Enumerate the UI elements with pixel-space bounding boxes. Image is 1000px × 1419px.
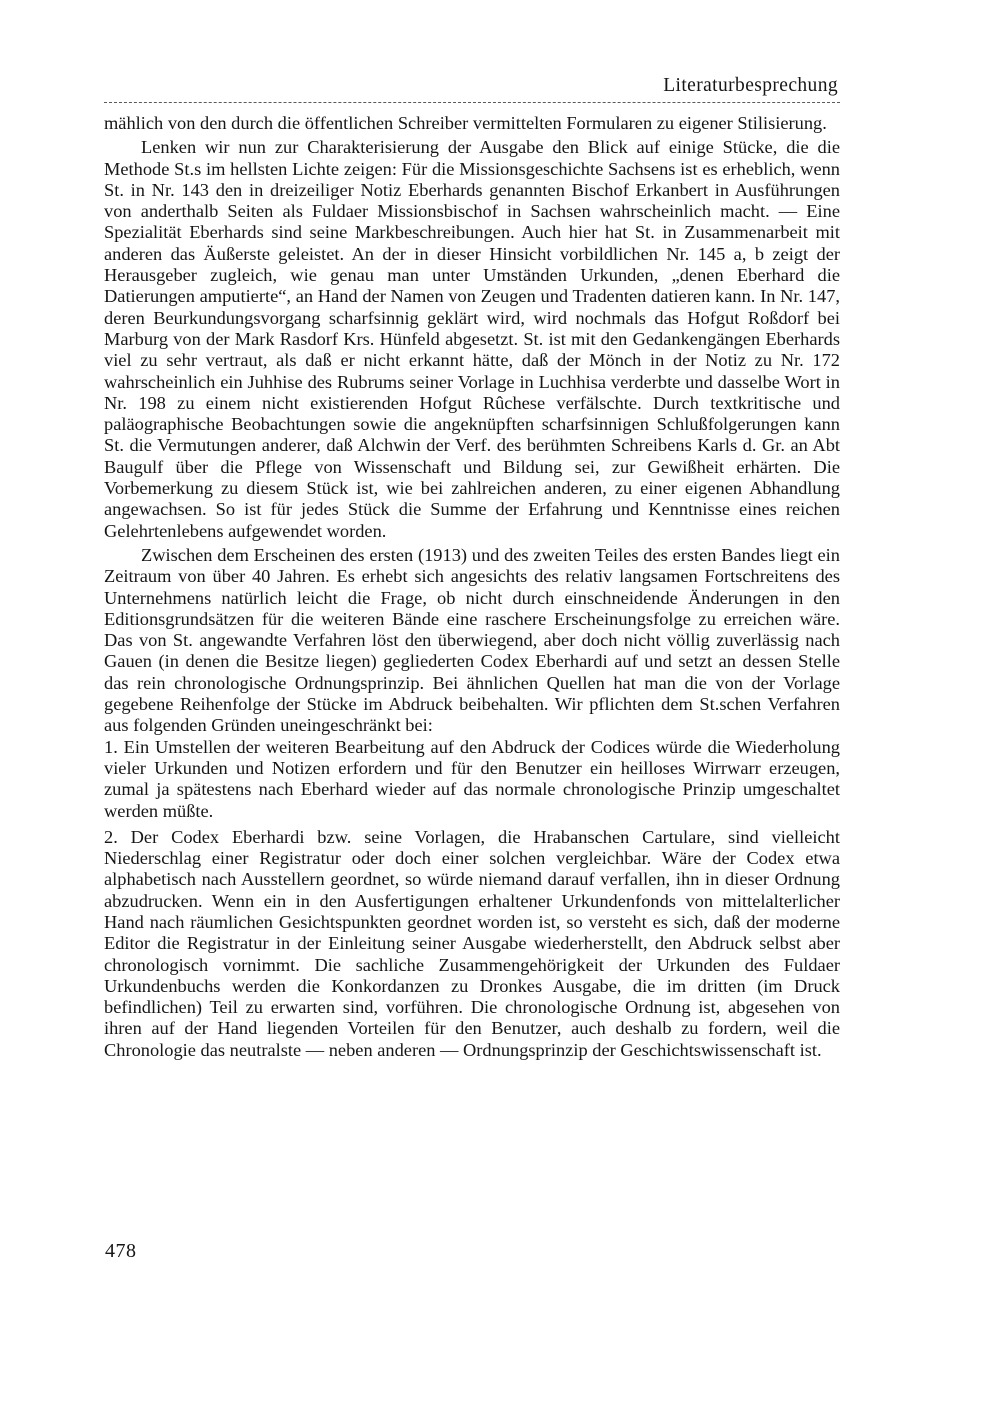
numbered-paragraph-1: 1. Ein Umstellen der weiteren Bearbeitung auf den Abdruck der Codices würde die Wiederholung vieler Urkunden und Notizen erfordern und für den Benutzer ein heilloses Wirrwarr erzeugen, zumal ja spätestens nach Eberhard wieder auf das normale chronologische Prinzip umgeschaltet werden müßte. [104, 736, 840, 821]
numbered-paragraph-2: 2. Der Codex Eberhardi bzw. seine Vorlagen, die Hrabanschen Cartulare, sind vielleicht Niederschlag einer Registratur oder doch einer solchen vergleichbar. Wäre der Codex etwa alphabetisch nach Ausstellern geordnet, so würde niemand darauf verfallen, ihn in dieser Ordnung abzudrucken. Wenn ein in den Ausfertigungen erhaltener Urkundenfonds von mittelalterlicher Hand nach räumlichen Gesichtspunkten geordnet worden ist, so versteht es sich, daß der moderne Editor die Registratur in der Einleitung seiner Ausgabe wiederherstellt, den Abdruck selbst aber chronologisch vornimmt. Die sachliche Zusammengehörigkeit der Urkunden des Fuldaer Urkundenbuchs werden die Konkordanzen zu Dronkes Ausgabe, die im dritten (im Druck befindlichen) Teil zu erwarten sind, vorführen. Die chronologische Ordnung ist, abgesehen von ihren auf der Hand liegenden Vorteilen für den Benutzer, auch deshalb zu fordern, weil die Chronologie das neutralste — neben anderen — Ordnungsprinzip der Geschichtswissenschaft ist. [104, 826, 840, 1060]
running-title: Literaturbesprechung [663, 75, 838, 96]
paragraph-1: mählich von den durch die öffentlichen Schreiber vermittelten Formularen zu eigener Stilisierung. [104, 113, 827, 133]
paragraph-2: Lenken wir nun zur Charakterisierung der Ausgabe den Blick auf einige Stücke, die die Methode St.s im hellsten Lichte zeigen: Für die Missionsgeschichte Sachsens ist es erheblich, wenn St. in Nr. 143 den in dreizeiliger Notiz Eberhards genannten Bischof Erkanbert in Ausführungen von anderthalb Seiten als Fuldaer Missionsbischof in Sachsen wahrscheinlich macht. — Eine Spezialität Eberhards sind seine Markbeschreibungen. Auch hier hat St. in Zusammenarbeit mit anderen das Äußerste geleistet. An der in dieser Hinsicht vorbildlichen Nr. 145 a, b zeigt der Herausgeber zugleich, wie genau man unter Umständen Urkunden, „denen Eberhard die Datierungen amputierte“, an Hand der Namen von Zeugen und Tradenten datieren kann. In Nr. 147, deren Beurkundungsvorgang scharfsinnig geklärt wird, wird nochmals das Hofgut Roßdorf bei Marburg von der Mark Rasdorf Krs. Hünfeld abgesetzt. St. ist mit den Gedankengängen Eberhards viel zu sehr vertraut, als daß er nicht erkannt hätte, daß der Mönch in der Notiz zu Nr. 172 wahrscheinlich ein Juhhise des Rubrums seiner Vorlage in Luchhisa verderbte und dasselbe Wort in Nr. 198 zu einem nicht existierenden Hofgut Rûchese verfälschte. Durch textkritische und paläographische Beobachtungen sowie die angeknüpften scharfsinnigen Schlußfolgerungen kann St. die Vermutungen anderer, daß Alchwin der Verf. des berühmten Schreibens Karls d. Gr. an Abt Baugulf über die Pflege von Wissenschaft und Bildung sei, zur Gewißheit erhärten. Die Vorbemerkung zu diesem Stück ist, wie bei zahlreichen anderen, zu einer eigenen Abhandlung angewachsen. So ist für jedes Stück die Summe der Erfahrung und Kenntnisse eines reichen Gelehrtenlebens aufgewendet worden. [104, 137, 840, 541]
header-rule [104, 102, 840, 103]
page-number: 478 [105, 1240, 137, 1262]
paragraph-3: Zwischen dem Erscheinen des ersten (1913) und des zweiten Teiles des ersten Bandes liegt ein Zeitraum von über 40 Jahren. Es erhebt sich angesichts des relativ langsamen Fortschreitens des Unternehmens natürlich leicht die Frage, ob nicht durch einschneidende Änderungen in den Editionsgrundsätzen für die weiteren Bände eine raschere Erscheinungsfolge zu erreichen wäre. Das von St. angewandte Verfahren löst den überwiegend, aber doch nicht völlig zuverlässig nach Gauen (in denen die Besitze liegen) gegliederten Codex Eberhardi auf und setzt an dessen Stelle das rein chronologische Ordnungsprinzip. Bei ähnlichen Quellen hat man die von der Vorlage gegebene Reihenfolge der Stücke im Abdruck beibehalten. Wir pflichten dem St.schen Verfahren aus folgenden Gründen uneingeschränkt bei: [104, 544, 840, 736]
body-text [104, 113, 840, 1061]
page [104, 74, 840, 1061]
